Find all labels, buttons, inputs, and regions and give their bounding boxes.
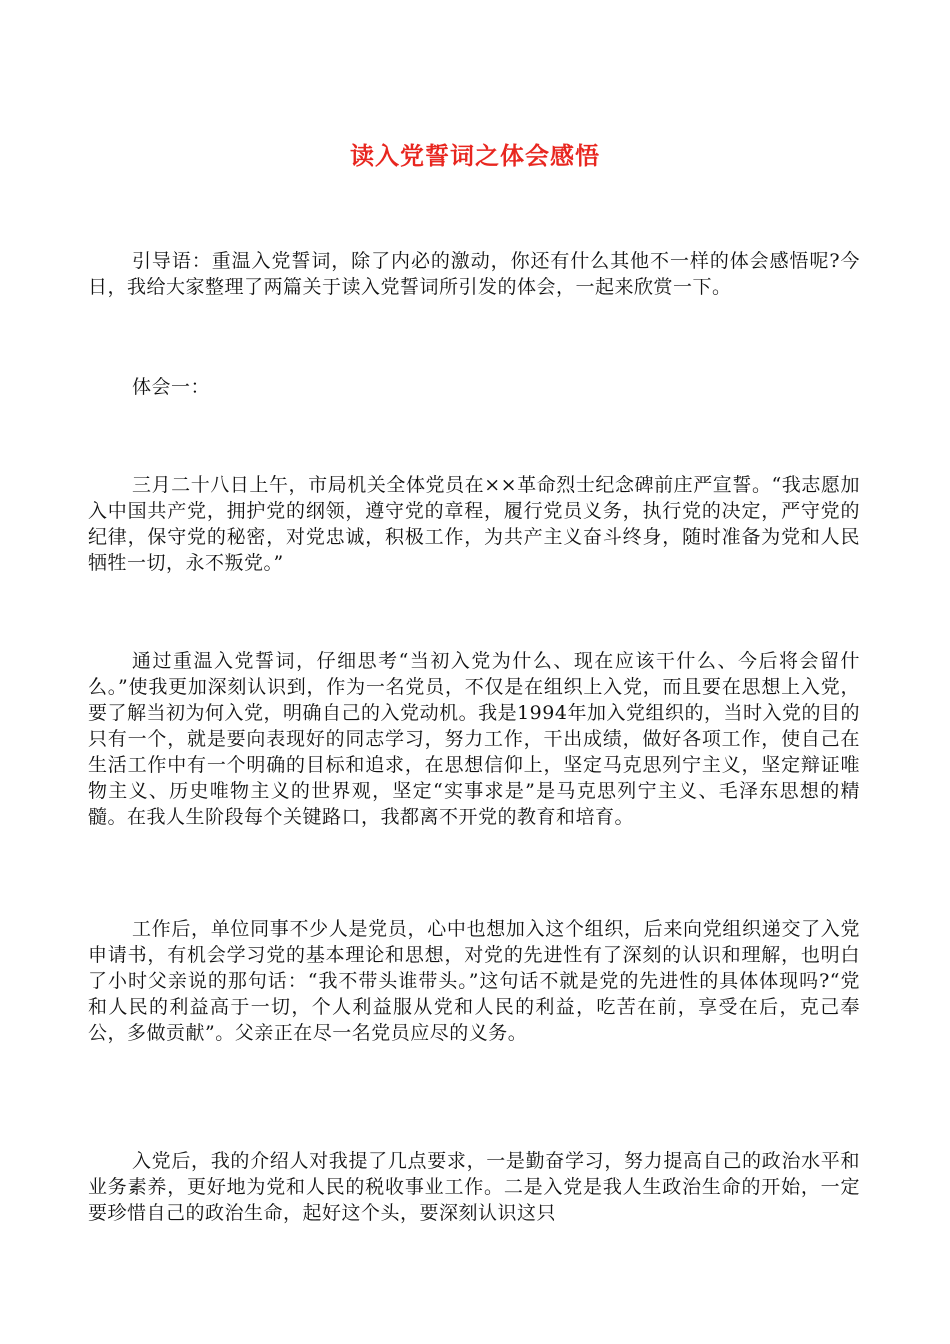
body-paragraph: 入党后，我的介绍人对我提了几点要求，一是勤奋学习，努力提高自己的政治水平和业务素养，更好地为党和人民的税收事业工作。二是入党是我人生政治生命的开始，一定要珍惜自己的政治生命，起好这个头，要深刻认识这只	[88, 1150, 860, 1224]
section-heading: 体会一：	[132, 376, 211, 398]
document-title: 读入党誓词之体会感悟	[350, 142, 600, 170]
body-paragraph: 通过重温入党誓词，仔细思考“当初入党为什么、现在应该干什么、今后将会留什么。”使我更加深刻认识到，作为一名党员，不仅是在组织上入党，而且要在思想上入党，要了解当初为何入党，明确自己的入党动机。我是1994年加入党组织的，当时入党的目的只有一个，就是要向表现好的同志学习，努力工作，干出成绩，做好各项工作，使自己在生活工作中有一个明确的目标和追求，在思想信仰上，坚定马克思列宁主义，坚定辩证唯物主义、历史唯物主义的世界观，坚定“实事求是”是马克思列宁主义、毛泽东思想的精髓。在我人生阶段每个关键路口，我都离不开党的教育和培育。	[88, 650, 860, 828]
body-paragraph: 三月二十八日上午，市局机关全体党员在××革命烈士纪念碑前庄严宣誓。“我志愿加入中国共产党，拥护党的纲领，遵守党的章程，履行党员义务，执行党的决定，严守党的纪律，保守党的秘密，对党忠诚，积极工作，为共产主义奋斗终身，随时准备为党和人民牺牲一切，永不叛党。”	[88, 474, 860, 574]
intro-paragraph: 引导语：重温入党誓词，除了内必的激动，你还有什么其他不一样的体会感悟呢?今日，我给大家整理了两篇关于读入党誓词所引发的体会，一起来欣赏一下。	[88, 250, 860, 298]
body-paragraph: 工作后，单位同事不少人是党员，心中也想加入这个组织，后来向党组织递交了入党申请书，有机会学习党的基本理论和思想，对党的先进性有了深刻的认识和理解，也明白了小时父亲说的那句话：“我不带头谁带头。”这句话不就是党的先进性的具体体现吗?“党和人民的利益高于一切，个人利益服从党和人民的利益，吃苦在前，享受在后，克己奉公，多做贡献”。父亲正在尽一名党员应尽的义务。	[88, 918, 860, 1044]
